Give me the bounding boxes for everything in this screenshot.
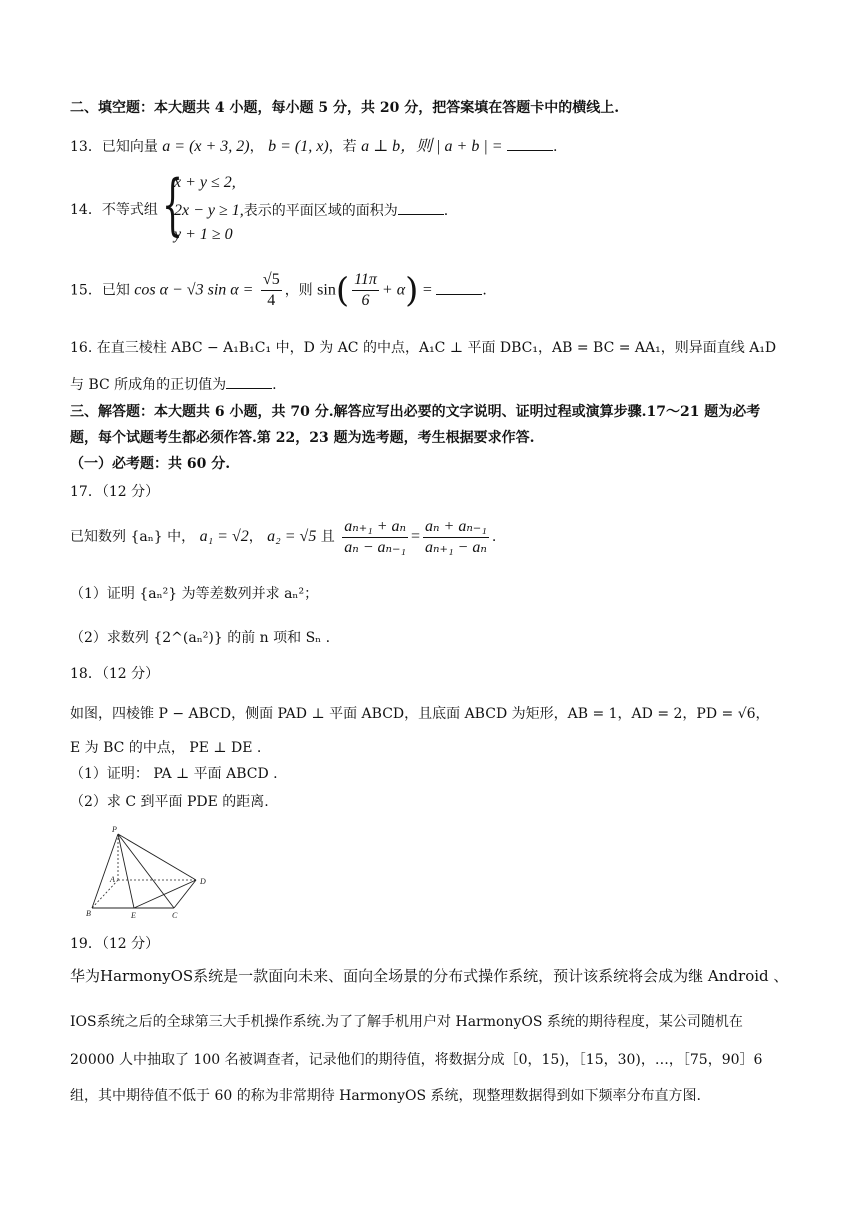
q14-brace: { [162, 166, 183, 243]
label-B: B [86, 909, 91, 918]
q14-intro: 不等式组 [101, 202, 158, 218]
q17-equals: = [411, 528, 421, 545]
q19-line-4: 组，其中期待值不低于 60 的称为非常期待 HarmonyOS 系统，现整理数据得到如下频率分布直方图. [70, 1088, 702, 1104]
q16-end: . [272, 377, 277, 393]
q17-part-2: （2）求数列 {2^(aₙ²)} 的前 n 项和 Sₙ . [70, 630, 331, 646]
q19-line-3: 20000 人中抽取了 100 名被调查者，记录他们的期待值，将数据分成［0，15)，［15，30)，…，［75，90］6 [70, 1052, 763, 1068]
label-D: D [200, 877, 206, 886]
q19-title: 19．（12 分） [70, 936, 160, 952]
question-16-line-1: 16. 在直三棱柱 ABC − A₁B₁C₁ 中，D 为 AC 的中点，A₁C ⊥ 平面 DBC₁，AB = BC = AA₁，则异面直线 A₁D [70, 340, 777, 356]
edge-PB [92, 834, 118, 908]
q13-vector-b: b = (1, x) [268, 138, 329, 155]
q15-right-paren: ) [405, 270, 419, 311]
q17-a1: a₁ = √2 [199, 528, 249, 545]
q17-end: . [491, 529, 497, 545]
q15-lhs: cos α − √3 sin α = [134, 281, 254, 299]
q16-answer-blank [226, 374, 272, 389]
q18-stem-line-2: E 为 BC 的中点， PE ⊥ DE . [70, 740, 262, 756]
q15-frac-num: √5 [261, 270, 282, 291]
q13-end: . [553, 139, 558, 155]
q17-f2-den: aₙ₊₁ − aₙ [425, 538, 487, 556]
q14-answer-blank [398, 200, 444, 215]
label-P: P [112, 825, 117, 834]
label-C: C [172, 911, 178, 920]
edge-AB [92, 880, 118, 908]
q15-mid: ，则 [284, 282, 313, 299]
q13-condition: a ⊥ b [361, 138, 401, 155]
edge-CD [174, 880, 196, 908]
q15-left-paren: ( [335, 270, 350, 311]
q15-equals: = [422, 281, 432, 299]
question-16-line-2 [70, 374, 794, 395]
q17-fraction-left [342, 517, 408, 558]
q13-vector-a: a = (x + 3, 2) [162, 138, 250, 155]
label-E: E [131, 911, 136, 920]
section-2-heading: 二、填空题：本大题共 4 小题，每小题 5 分，共 20 分，把答案填在答题卡中的横线上. [70, 100, 620, 116]
part-1-heading: （一）必考题：共 60 分. [70, 456, 231, 472]
edge-ED [134, 880, 196, 908]
q15-inner-den: 6 [361, 292, 370, 309]
q19-line-2: IOS系统之后的全球第三大手机操作系统.为了了解手机用户对 HarmonyOS 系统的期待程度，某公司随机在 [70, 1014, 743, 1030]
q18-title: 18．（12 分） [70, 666, 160, 682]
q13-answer-blank [507, 136, 553, 151]
q17-stem: 已知数列 {aₙ} 中， a₁ = √2， a₂ = √5 且 $\frac{\text{aₙ₊₁ + aₙ}}{\text{aₙ − aₙ₋₁}}$ = $\frac{\text{aₙ + aₙ₋₁}}{\text{aₙ₊₁ − aₙ}}$ . [70, 517, 497, 556]
q17-f1-num: aₙ₊₁ + aₙ [342, 517, 408, 538]
q15-inner-num: 11π [352, 270, 379, 291]
q14-row-1: x + y ≤ 2, [174, 174, 236, 191]
q15-frac-den: 4 [267, 292, 276, 309]
q18-part-2: （2）求 C 到平面 PDE 的距离. [70, 794, 269, 810]
q13-number: 13． [70, 139, 102, 155]
q15-number: 15． [70, 282, 102, 299]
q15-answer-blank [436, 280, 482, 295]
q13-sep: ， [249, 139, 264, 155]
q17-f1-den: aₙ − aₙ₋₁ [344, 538, 406, 556]
q14-number: 14． [70, 202, 102, 218]
q14-end: . [443, 203, 449, 219]
q15-inner-tail: + α [381, 281, 406, 299]
q17-intro: 已知数列 {aₙ} 中， [70, 529, 196, 545]
q15-intro: 已知 [101, 282, 130, 299]
q17-cond-intro: 且 [320, 529, 335, 545]
q17-f2-num: aₙ + aₙ₋₁ [423, 517, 489, 538]
q17-part-1: （1）证明 {aₙ²} 为等差数列并求 aₙ²； [70, 586, 319, 602]
q16-question: 与 BC 所成角的正切值为 [70, 377, 227, 393]
question-13 [70, 136, 794, 157]
q15-sin: sin [317, 281, 336, 299]
label-A: A [110, 875, 115, 884]
question-15 [70, 270, 794, 311]
q15-fraction [261, 270, 282, 311]
section-3-heading-line-1: 三、解答题：本大题共 6 小题，共 70 分.解答应写出必要的文字说明、证明过程或演算步骤.17～21 题为必考 [70, 404, 761, 420]
q18-part-1: （1）证明： PA ⊥ 平面 ABCD . [70, 766, 278, 782]
q15-inner-fraction [352, 270, 379, 311]
q19-line-1: 华为HarmonyOS系统是一款面向未来、面向全场景的分布式操作系统，预计该系统将会成为继 Android 、 [70, 967, 789, 985]
q17-a2: a₂ = √5 [267, 528, 317, 545]
q13-condition-intro: ，若 [328, 139, 357, 155]
edge-PD [118, 834, 196, 880]
q18-stem-line-1: 如图，四棱锥 P − ABCD，侧面 PAD ⊥ 平面 ABCD，且底面 ABCD 为矩形，AB = 1，AD = 2，PD = √6， [70, 706, 770, 722]
q13-intro: 已知向量 [101, 139, 158, 155]
q14-row-3: y + 1 ≥ 0 [174, 226, 233, 243]
q15-end: . [482, 282, 487, 299]
q13-question: ，则 | a + b | = [400, 138, 503, 155]
q17-title: 17．（12 分） [70, 484, 160, 500]
q14-row-2: 2x − y ≥ 1, [174, 202, 244, 219]
section-3-heading-line-2: 题，每个试题考生都必须作答.第 22，23 题为选考题，考生根据要求作答. [70, 430, 535, 446]
q14-question: 表示的平面区域的面积为 [243, 203, 398, 219]
pyramid-figure [78, 822, 218, 922]
q14-inequality-system [162, 166, 482, 248]
q17-fraction-right [423, 517, 489, 558]
